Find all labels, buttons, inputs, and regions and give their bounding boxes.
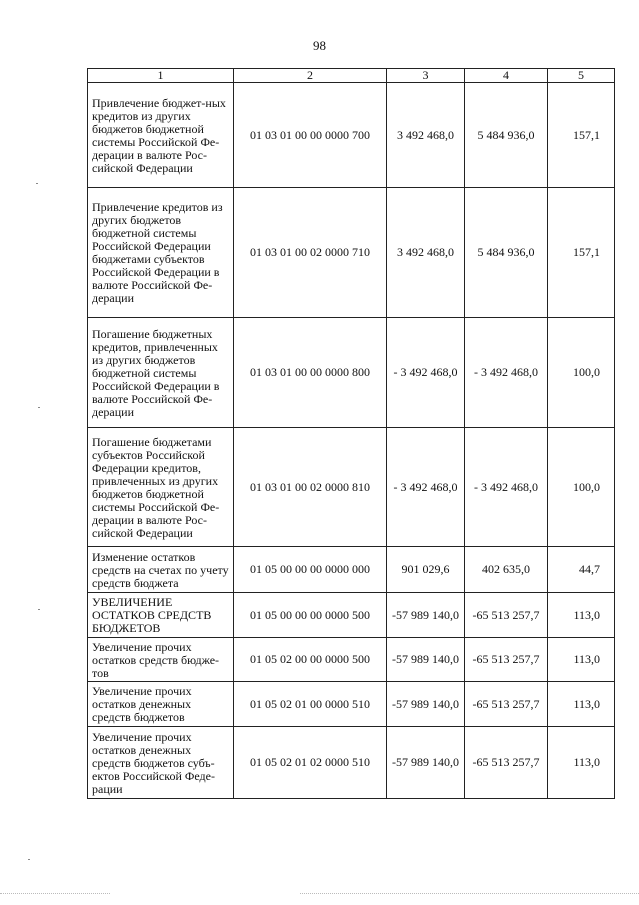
row-name: Погашение бюджетами субъектов Российской Федерации кредитов, привлеченных из других бюджетов бюджетной системы Российской Фе-дерации в валюте Рос-сийской Федерации — [88, 428, 234, 547]
row-planned: - 3 492 468,0 — [387, 428, 465, 547]
row-code: 01 03 01 00 02 0000 810 — [234, 428, 387, 547]
budget-sources-table — [87, 68, 615, 799]
column-header-1: 1 — [88, 69, 234, 83]
row-name: Увеличение прочих остатков средств бюдже-тов — [88, 638, 234, 682]
row-percent: 100,0 — [548, 318, 615, 428]
row-percent: 113,0 — [548, 638, 615, 682]
table-row — [88, 318, 615, 428]
row-actual: 402 635,0 — [465, 547, 548, 593]
row-actual: -65 513 257,7 — [465, 727, 548, 799]
row-code: 01 05 02 01 02 0000 510 — [234, 727, 387, 799]
row-planned: -57 989 140,0 — [387, 727, 465, 799]
scan-speck — [38, 609, 40, 610]
scan-speck — [36, 183, 38, 184]
row-code: 01 05 02 00 00 0000 500 — [234, 638, 387, 682]
column-header-5: 5 — [548, 69, 615, 83]
scan-speck — [38, 407, 40, 408]
row-code: 01 05 00 00 00 0000 500 — [234, 593, 387, 638]
row-planned: 3 492 468,0 — [387, 83, 465, 188]
row-name: Увеличение прочих остатков денежных средств бюджетов — [88, 682, 234, 727]
row-code: 01 05 00 00 00 0000 000 — [234, 547, 387, 593]
row-name: Изменение остатков средств на счетах по учету средств бюджета — [88, 547, 234, 593]
row-name: Привлечение бюджет-ных кредитов из других бюджетов бюджетной системы Российской Фе-дерации в валюте Рос-сийской Федерации — [88, 83, 234, 188]
row-name: Погашение бюджетных кредитов, привлеченных из других бюджетов бюджетной системы Российской Федерации в валюте Российской Фе-дерации — [88, 318, 234, 428]
row-actual: 5 484 936,0 — [465, 188, 548, 318]
row-percent: 100,0 — [548, 428, 615, 547]
scan-speck — [28, 859, 30, 860]
page-number: 98 — [313, 38, 326, 53]
row-percent: 157,1 — [548, 83, 615, 188]
table-header-row — [88, 69, 615, 83]
table-row — [88, 428, 615, 547]
row-percent: 44,7 — [548, 547, 615, 593]
row-actual: - 3 492 468,0 — [465, 428, 548, 547]
row-name: УВЕЛИЧЕНИЕ ОСТАТКОВ СРЕДСТВ БЮДЖЕТОВ — [88, 593, 234, 638]
row-code: 01 03 01 00 02 0000 710 — [234, 188, 387, 318]
row-name: Привлечение кредитов из других бюджетов бюджетной системы Российской Федерации бюджетами субъектов Российской Федерации в валюте Российской Фе-дерации — [88, 188, 234, 318]
row-planned: 901 029,6 — [387, 547, 465, 593]
row-planned: 3 492 468,0 — [387, 188, 465, 318]
table-row — [88, 638, 615, 682]
row-code: 01 03 01 00 00 0000 700 — [234, 83, 387, 188]
column-header-2: 2 — [234, 69, 387, 83]
column-header-3: 3 — [387, 69, 465, 83]
row-actual: 5 484 936,0 — [465, 83, 548, 188]
table-row — [88, 593, 615, 638]
row-percent: 113,0 — [548, 682, 615, 727]
row-planned: -57 989 140,0 — [387, 682, 465, 727]
row-code: 01 03 01 00 00 0000 800 — [234, 318, 387, 428]
table-row — [88, 727, 615, 799]
table-row — [88, 682, 615, 727]
row-actual: -65 513 257,7 — [465, 682, 548, 727]
column-header-4: 4 — [465, 69, 548, 83]
row-planned: -57 989 140,0 — [387, 638, 465, 682]
table-row — [88, 547, 615, 593]
row-actual: -65 513 257,7 — [465, 638, 548, 682]
row-name: Увеличение прочих остатков денежных средств бюджетов субъ-ектов Российской Феде-рации — [88, 727, 234, 799]
row-percent: 113,0 — [548, 593, 615, 638]
row-actual: - 3 492 468,0 — [465, 318, 548, 428]
row-actual: -65 513 257,7 — [465, 593, 548, 638]
row-planned: -57 989 140,0 — [387, 593, 465, 638]
row-percent: 157,1 — [548, 188, 615, 318]
table-row — [88, 83, 615, 188]
row-percent: 113,0 — [548, 727, 615, 799]
scan-edge-line — [300, 893, 639, 895]
scan-edge-line — [0, 893, 110, 895]
row-code: 01 05 02 01 00 0000 510 — [234, 682, 387, 727]
table-row — [88, 188, 615, 318]
row-planned: - 3 492 468,0 — [387, 318, 465, 428]
